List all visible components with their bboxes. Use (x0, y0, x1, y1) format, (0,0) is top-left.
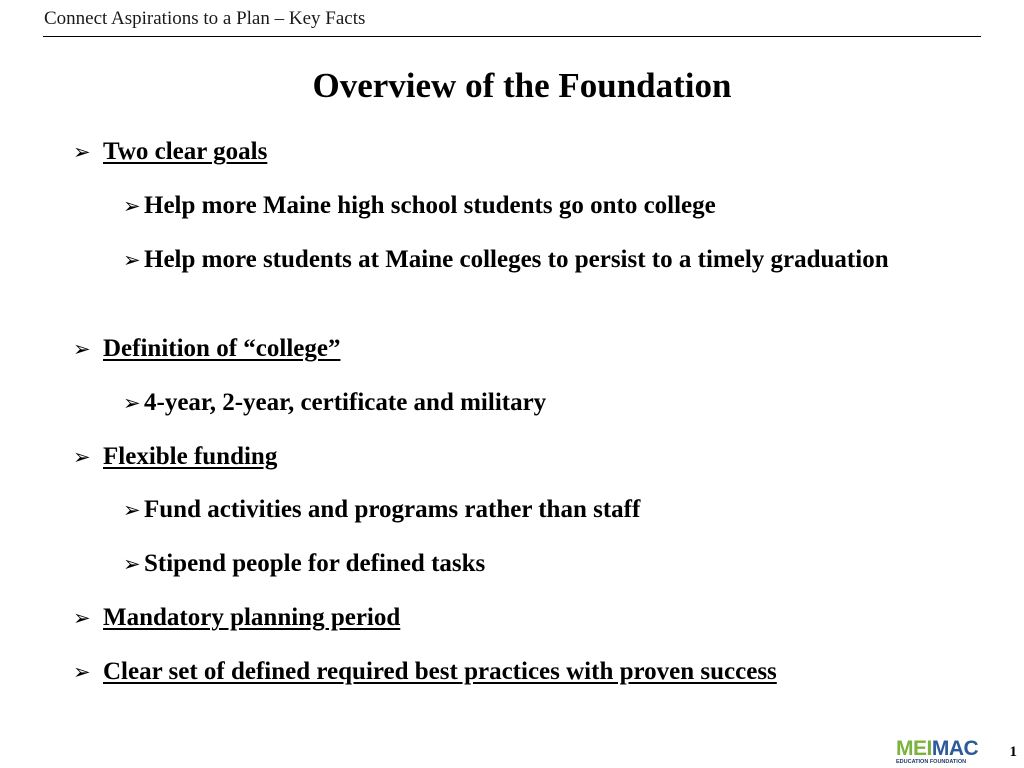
arrowhead-bullet-icon: ➢ (123, 194, 141, 218)
bullet-item-flexible-funding (73, 439, 278, 475)
bullet-text: Definition of “college” (103, 335, 341, 362)
bullet-item-high-school (123, 188, 716, 224)
bullet-item-definition-college (73, 331, 341, 367)
header-title: Connect Aspirations to a Plan – Key Facts (44, 8, 366, 29)
logo-subtitle: EDUCATION FOUNDATION (896, 759, 967, 765)
bullet-text: Clear set of defined required best practices with proven success (103, 658, 777, 685)
bullet-item-stipend (123, 546, 486, 582)
bullet-text: Stipend people for defined tasks (144, 550, 486, 577)
arrowhead-bullet-icon: ➢ (73, 606, 91, 630)
bullet-item-persist (123, 242, 904, 278)
bullet-item-planning-period (73, 600, 401, 636)
slide-title: Overview of the Foundation (312, 66, 732, 105)
arrowhead-bullet-icon: ➢ (123, 498, 141, 522)
bullet-text: Help more students at Maine colleges to persist to a timely graduation (144, 246, 889, 273)
page-number: 1 (1009, 744, 1017, 760)
bullet-item-fund-activities (123, 492, 641, 528)
meimac-logo (896, 738, 986, 766)
arrowhead-bullet-icon: ➢ (123, 552, 141, 576)
bullet-text: Help more Maine high school students go onto college (144, 192, 716, 219)
arrowhead-bullet-icon: ➢ (73, 445, 91, 469)
bullet-item-two-clear-goals (73, 134, 268, 170)
bullet-item-college-types (123, 385, 547, 421)
bullet-text: Fund activities and programs rather than staff (144, 496, 641, 523)
arrowhead-bullet-icon: ➢ (73, 337, 91, 361)
arrowhead-bullet-icon: ➢ (73, 660, 91, 684)
bullet-text: Two clear goals (103, 138, 268, 165)
bullet-text: 4-year, 2-year, certificate and military (144, 389, 547, 416)
arrowhead-bullet-icon: ➢ (123, 248, 141, 272)
logo-part-mac: MAC (931, 737, 979, 760)
bullet-item-best-practices (73, 654, 777, 690)
arrowhead-bullet-icon: ➢ (73, 140, 91, 164)
logo-wordmark (896, 738, 978, 760)
bullet-text: Flexible funding (103, 443, 278, 470)
arrowhead-bullet-icon: ➢ (123, 391, 141, 415)
bullet-text: Mandatory planning period (103, 604, 401, 631)
logo-part-mei: MEI (896, 737, 932, 760)
